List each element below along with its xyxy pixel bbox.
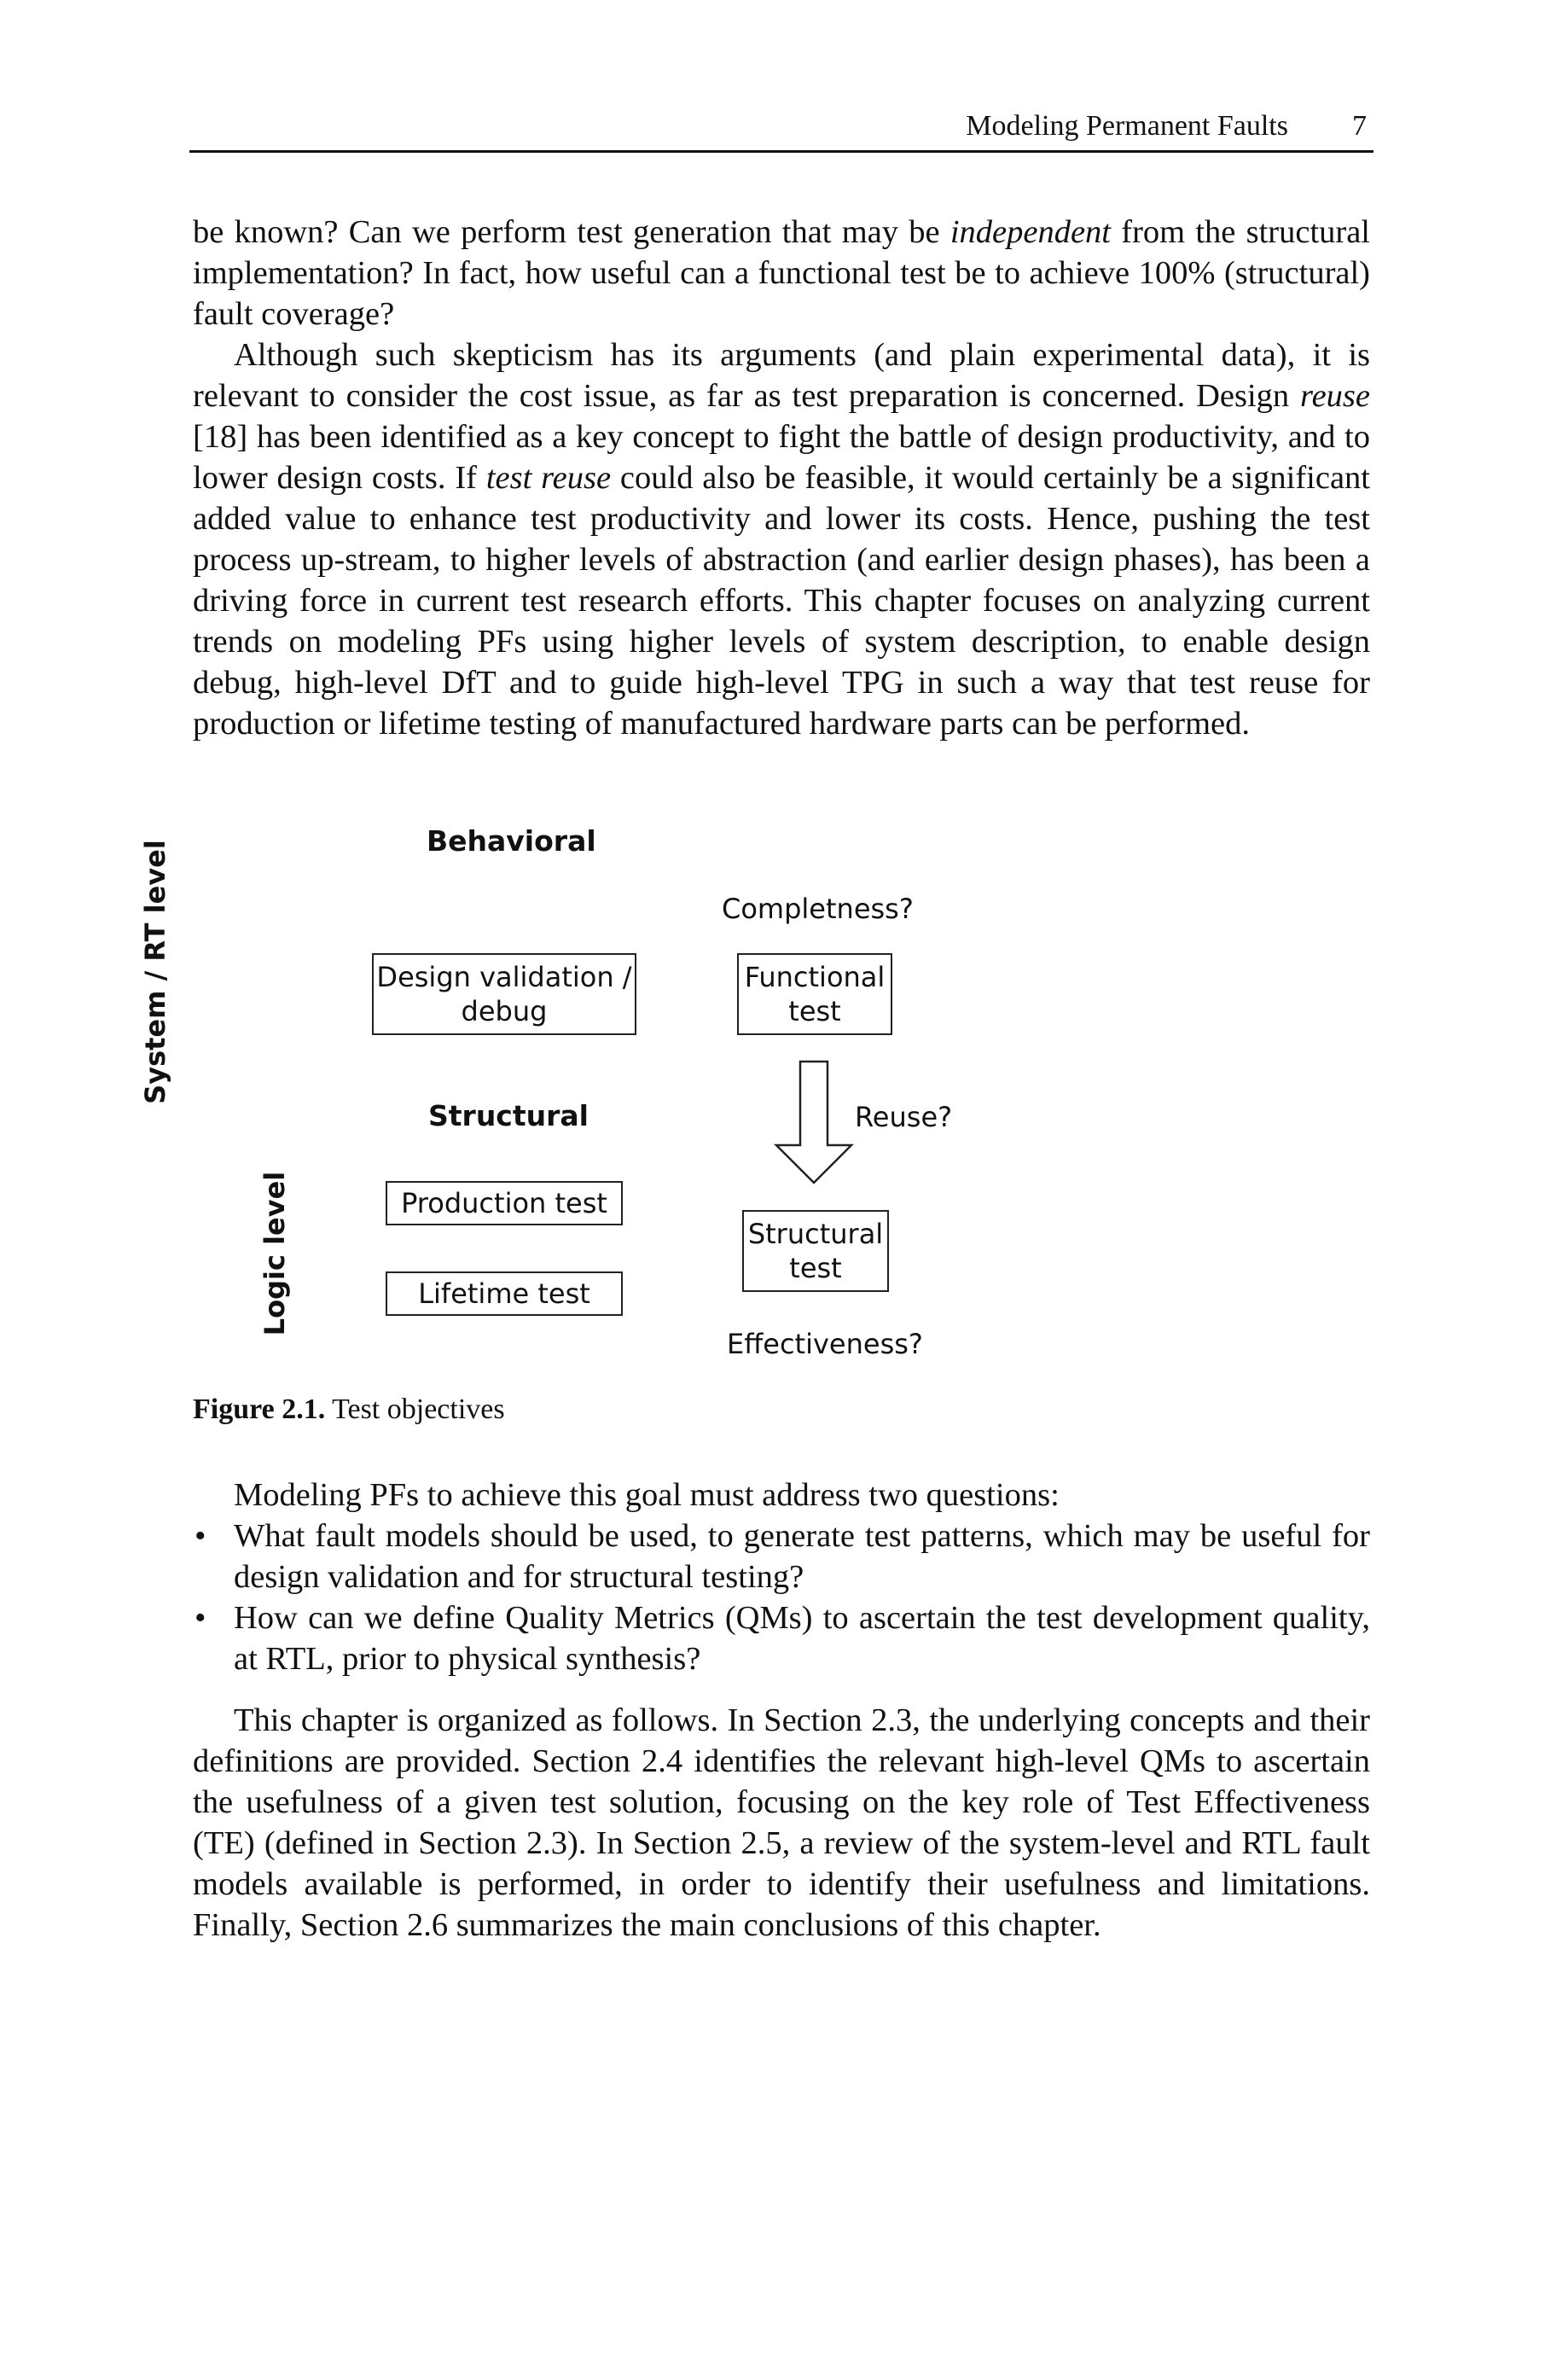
box-design-validation-debug: Design validation / debug	[372, 953, 636, 1035]
bullet-icon: •	[195, 1518, 206, 1554]
paragraph-2-c: could also be feasible, it would certainly be a significant added value to enhance test productivity and lower its costs. Hence, pushing the test process up-stream, to higher levels of abstraction (and earlier design phases), has been a driving force in current test research efforts. This chapter focuses on analyzing current trends on modeling PFs using higher levels of system description, to enable design debug, high-level DfT and to guide high-level TPG in such a way that test reuse for production or lifetime testing of manufactured hardware parts can be performed.	[193, 460, 1370, 742]
page-number: 7	[1352, 110, 1367, 142]
bullet-text-2: How can we define Quality Metrics (QMs) to ascertain the test development quality, at RTL, prior to physical synthesis?	[234, 1600, 1370, 1677]
paragraph-2-emphasis-reuse: reuse	[1300, 378, 1370, 414]
paragraph-4: This chapter is organized as follows. In Section 2.3, the underlying concepts and their definitions are provided. Section 2.4 identifies the relevant high-level QMs to ascertain the usefulness of a given test solution, focusing on the key role of Test Effectiveness (TE) (defined in Section 2.3). In Section 2.5, a review of the system-level and RTL fault models available is performed, in order to identify their usefulness and limitations. Finally, Section 2.6 summarizes the main conclusions of this chapter.	[193, 1702, 1370, 1943]
list-item	[193, 1516, 1370, 1597]
paragraph-1-before: be known? Can we perform test generation that may be	[193, 214, 950, 250]
axis-label-system-rt-level: System / RT level	[139, 840, 171, 1104]
reuse-arrow-icon	[771, 1058, 865, 1186]
box-production-test: Production test	[386, 1181, 623, 1225]
question-reuse: Reuse?	[855, 1101, 953, 1133]
figure-caption-label: Figure 2.1.	[193, 1393, 326, 1425]
heading-structural: Structural	[428, 1099, 589, 1132]
bullet-list	[193, 1516, 1370, 1679]
paragraph-1-emphasis: independent	[950, 214, 1112, 250]
heading-behavioral: Behavioral	[427, 824, 596, 858]
bullet-icon: •	[195, 1600, 206, 1636]
figure-caption-text: Test objectives	[325, 1393, 505, 1425]
paragraph-2-a: Although such skepticism has its arguments (and plain experimental data), it is relevant to consider the cost issue, as far as test preparation is concerned. Design	[193, 337, 1370, 414]
axis-label-logic-level: Logic level	[258, 1171, 291, 1336]
paragraph-3: Modeling PFs to achieve this goal must address two questions:	[234, 1477, 1060, 1513]
paragraph-2-b: [18] has been identified as a key concept to fight the battle of design productivity, and to lower design costs. If	[193, 419, 1370, 496]
box-structural-test: Structural test	[742, 1210, 889, 1292]
paragraph-2-emphasis-test-reuse: test reuse	[485, 460, 612, 496]
running-title: Modeling Permanent Faults	[966, 110, 1288, 142]
question-completeness: Completness?	[722, 893, 914, 925]
box-lifetime-test: Lifetime test	[386, 1271, 623, 1316]
paragraph-1-after: from the structural implementation? In fact, how useful can a functional test be to achieve 100% (structural) fault coverage?	[193, 214, 1370, 332]
bullet-text-1: What fault models should be used, to generate test patterns, which may be useful for design validation and for structural testing?	[234, 1518, 1370, 1595]
list-item	[193, 1597, 1370, 1679]
question-effectiveness: Effectiveness?	[727, 1328, 923, 1360]
figure-caption	[193, 1393, 505, 1427]
box-functional-test: Functional test	[737, 953, 892, 1035]
